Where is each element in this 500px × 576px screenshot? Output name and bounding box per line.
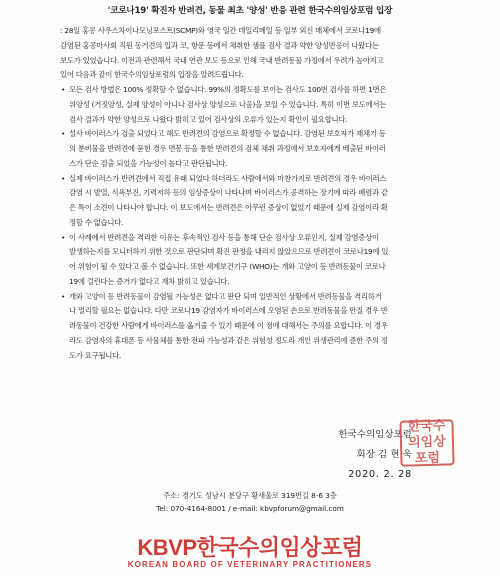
bullet-line: 이 사례에서 반려견을 격리한 이유는 후속적인 검사 등을 통해 단순 검사상 오류인지, 실제 감염증상이 bbox=[69, 232, 379, 242]
bullet-line: 발생하는지를 모니터하기 위한 것으로 판단되며 확진 판정을 내리지 않았으므로 반려견이 코로나19에 있 bbox=[69, 247, 389, 257]
intro-line: 있어 다음과 같이 한국수의임상포럼의 입장을 알려드립니다. bbox=[60, 70, 244, 80]
footer-contact bbox=[0, 489, 500, 515]
bullet-item bbox=[60, 127, 462, 171]
logo-main-text: KBVP한국수의임상포럼 bbox=[137, 535, 363, 560]
bullet-item bbox=[60, 290, 462, 364]
bullet-line: 19에 걸린다는 증거가 없다고 재차 밝히고 있습니다. bbox=[69, 276, 230, 286]
bullet-icon: • bbox=[61, 232, 66, 242]
bullet-icon: • bbox=[61, 291, 66, 301]
intro-line: 보도가 있었습니다. 이전과 관련해서 국내 연관 보도 등으로 인해 국내 반려동물 가정에서 우려가 높아지고 bbox=[60, 55, 384, 65]
seal-line: 의임상 bbox=[407, 434, 447, 451]
footer-phone-email: Tel: 070-4164-8001 / e-mail: kbvpforum@gmail.com bbox=[156, 504, 344, 513]
bullet-icon: • bbox=[61, 129, 66, 139]
bullet-line: 검사 결과가 약한 양성으로 나왔다 밝히고 있어 검사상의 오류가 있는지 확인이 필요합니다. bbox=[69, 114, 348, 124]
bullet-icon: • bbox=[61, 85, 66, 94]
footer-address: 주소: 경기도 성남시 분당구 황새울로 319번길 8-6 3층 bbox=[163, 491, 337, 500]
seal-line: 포럼 bbox=[414, 450, 441, 467]
intro-paragraph bbox=[60, 24, 462, 83]
intro-line: 감염된 홍콩마사회 직원 동거견의 입과 코, 항문 등에서 채취한 샘플 검사 결과 약한 양성반응이 나왔다는 bbox=[60, 40, 379, 50]
bullet-line: 려동물이 건강한 사람에게 바이러스를 옮겨줄 수 있기 때문에 이 점에 대해서는 주의를 요합니다. 이 경우 bbox=[69, 321, 388, 330]
bullet-line: 개와 고양이 등 반려동물이 감염될 가능성은 없다고 판단 되며 일반적인 상황에서 반려동물을 격리하거 bbox=[69, 291, 382, 301]
bullet-icon: • bbox=[61, 173, 66, 183]
bullet-line: 어 위험이 될 수 있다고 볼 수 없습니다. 또한 세계보건기구 (WHO)는 개와 고양이 등 반려동물이 코로나 bbox=[69, 262, 386, 271]
bullet-line: 도가 요구됩니다. bbox=[69, 350, 122, 360]
bullet-line: 감염 시 발열, 식욕부진, 기력저하 등의 임상증상이 나타나며 바이러스가 공격하는 장기에 따라 폐렴과 같 bbox=[69, 188, 388, 198]
signature-org: 한국수의임상포럼 bbox=[338, 429, 412, 440]
official-seal-stamp bbox=[399, 419, 454, 466]
signature-date: 2020. 2. 28 bbox=[348, 469, 412, 480]
bullet-line: 스가 단순 검출 되었을 가능성이 높다고 판단됩니다. bbox=[69, 158, 228, 168]
bullet-line: 라도 감염자의 휴대폰 등 사물체를 통한 전파 가능성과 같은 위험성 정도라 개인 위생관리에 준한 주의 정 bbox=[69, 335, 388, 345]
statement-body bbox=[60, 24, 462, 363]
logo-sub-text: KOREAN BOARD OF VETERINARY PRACTITIONERS bbox=[127, 560, 373, 569]
bullet-item bbox=[60, 231, 462, 290]
statement-title: '코로나19' 확진자 반려견, 동물 최초 '양성' 반응 관련 한국수의임상포럼 입장 bbox=[107, 6, 393, 16]
bullet-line: 나 멀리할 필요는 없습니다. 다만 코로나19 감염자가 바이러스에 오염된 손으로 반려동물을 만질 경우 반 bbox=[69, 306, 388, 316]
bullet-line: 위양성 (거짓양성, 실제 양성이 아니나 검사상 양성으로 나옴)을 보일 수 있습니다. 특히 이번 보도에서는 bbox=[69, 99, 387, 109]
bullet-line: 정할 수 없습니다. bbox=[69, 217, 124, 227]
bullet-line: 의 분비물을 반려견에 묻힌 경우 면봉 등을 통한 반려견의 검체 채취 과정에서 보호자에게 배출된 바이러 bbox=[69, 144, 386, 153]
bullet-line: 은 특이 소견이 나타나야 합니다. 이 보도에서는 반려견은 아무런 증상이 없었기 때문에 실제 감염이라 확 bbox=[69, 203, 388, 212]
kbvp-logo bbox=[0, 536, 500, 570]
seal-line: 한국수 bbox=[407, 418, 446, 435]
bullet-line: 설사 바이러스가 검출 되었다고 해도 반려견의 감염으로 확정할 수 없습니다. 감염된 보호자가 재채기 등 bbox=[69, 129, 386, 139]
bullet-item bbox=[60, 172, 462, 231]
signature-president: 회장 김 현 욱 bbox=[356, 449, 412, 460]
bullet-line: 실제 바이러스가 반려견에서 직접 유래 되었다 하더라도 사람에서와 마찬가지로 반려견의 경우 바이러스 bbox=[69, 173, 387, 183]
intro-line: : 28일 홍콩 사우스차이나모닝포스트(SCMP)와 영국 일간 데일리메일 등 일부 외신 매체에서 코로나19에 bbox=[60, 26, 381, 35]
bullet-item bbox=[60, 83, 462, 127]
bullet-line: 모든 검사 방법은 100% 정확할 수 없습니다. 99%의 정확도를 보이는 검사도 100번 검사를 하면 1번은 bbox=[69, 85, 387, 94]
